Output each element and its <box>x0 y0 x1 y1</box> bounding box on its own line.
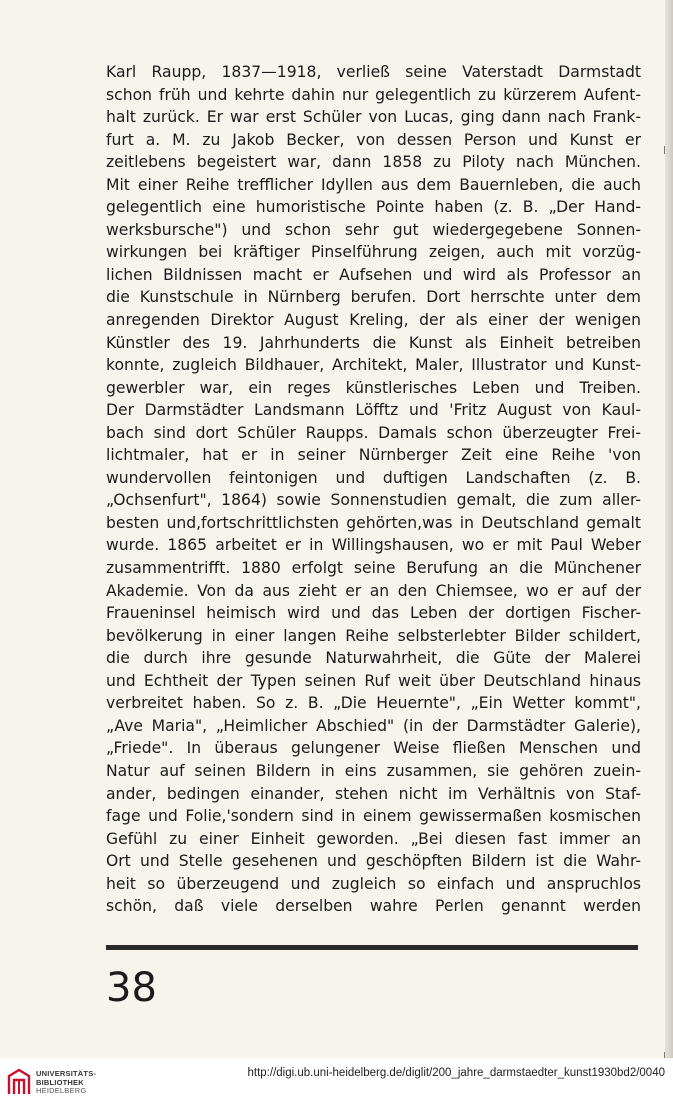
text-line: Mit einer Reihe trefflicher Idyllen aus dem Bauernleben, die auch <box>106 175 641 194</box>
text-line: konnte, zugleich Bildhauer, Architekt, Maler, Illustrator und Kunst- <box>106 356 641 375</box>
text-line: Der Darmstädter Landsmann Löfftz und 'Fritz August von Kaul- <box>106 401 641 420</box>
text-line: Natur auf seinen Bildern in eins zusammen, sie gehören zuein- <box>106 761 641 780</box>
text-line: gewerbler war, ein reges künstlerisches Leben und Treiben. <box>106 378 641 397</box>
permalink-url[interactable]: http://digi.ub.uni-heidelberg.de/diglit/200_jahre_darmstaedter_kunst1930bd2/0040 <box>247 1067 665 1079</box>
text-line: halt zurück. Er war erst Schüler von Lucas, ging dann nach Frank- <box>106 108 641 127</box>
text-line: Fraueninsel heimisch wird und das Leben der dortigen Fischer- <box>106 604 641 623</box>
text-line: wurde. 1865 arbeitet er in Willingshausen, wo er mit Paul Weber <box>106 536 641 555</box>
text-line: zusammentrifft. 1880 erfolgt seine Berufung an die Münchener <box>106 559 641 578</box>
library-name-line: HEIDELBERG <box>36 1086 87 1095</box>
text-line: die durch ihre gesunde Naturwahrheit, die Güte der Malerei <box>106 649 641 668</box>
text-line: „Friede". In überaus gelungener Weise fließen Menschen und <box>106 739 641 758</box>
text-line: zeitlebens begeistert war, dann 1858 zu Piloty nach München. <box>106 153 641 172</box>
text-line: furt a. M. zu Jakob Becker, von dessen Person und Kunst er <box>106 130 641 149</box>
library-name-line: BIBLIOTHEK <box>36 1077 84 1087</box>
text-line: Künstler des 19. Jahrhunderts die Kunst als Einheit betreiben <box>106 333 641 352</box>
text-line: ander, bedingen einander, stehen nicht im Verhältnis von Staf- <box>106 784 641 803</box>
library-footer <box>0 1058 673 1110</box>
body-text <box>106 61 641 918</box>
text-line: bach sind dort Schüler Raupps. Damals schon überzeugter Frei- <box>106 423 641 442</box>
text-line: gelegentlich eine humoristische Pointe haben (z. B. „Der Hand- <box>106 198 641 217</box>
text-line: lichtmaler, hat er in seiner Nürnberger Zeit eine Reihe 'von <box>106 446 641 465</box>
text-line: schön, daß viele derselben wahre Perlen genannt werden <box>106 897 641 916</box>
text-line: Karl Raupp, 1837—1918, verließ seine Vaterstadt Darmstadt <box>106 63 641 81</box>
text-line: lichen Bildnissen macht er Aufsehen und wird als Professor an <box>106 265 641 284</box>
text-line: Ort und Stelle gesehenen und geschöpften Bildern ist die Wahr- <box>106 852 641 871</box>
text-line: heit so überzeugend und zugleich so einfach und anspruchlos <box>106 874 641 893</box>
text-line: „Ave Maria", „Heimlicher Abschied" (in der Darmstädter Galerie), <box>106 716 641 735</box>
library-name <box>36 1070 96 1096</box>
text-line: verbreitet haben. So z. B. „Die Heuernte", „Ein Wetter kommt", <box>106 694 641 713</box>
text-line: fage und Folie,'sondern sind in einem gewissermaßen kosmischen <box>106 807 641 826</box>
footer-rule <box>106 945 638 950</box>
text-line: wirkungen bei kräftiger Pinselführung zeigen, auch mit vorzüg- <box>106 243 641 262</box>
text-line: die Kunstschule in Nürnberg berufen. Dort herrschte unter dem <box>106 288 641 307</box>
page-number: 38 <box>106 965 157 1011</box>
text-line: bevölkerung in einer langen Reihe selbsterlebter Bilder schildert, <box>106 626 641 645</box>
text-line: „Ochsenfurt", 1864) sowie Sonnenstudien gemalt, die zum aller- <box>106 491 641 510</box>
text-line: schon früh und kehrte dahin nur gelegentlich zu kürzerem Aufent- <box>106 85 641 104</box>
text-line: besten und,fortschrittlichsten gehörten,was in Deutschland gemalt <box>106 513 641 532</box>
library-logo-icon[interactable] <box>6 1067 32 1097</box>
text-line: wundervollen feintonigen und duftigen Landschaften (z. B. <box>106 468 641 487</box>
text-line: und Echtheit der Typen seinen Ruf weit über Deutschland hinaus <box>106 671 641 690</box>
margin-mark <box>664 146 665 154</box>
text-line: Akademie. Von da aus zieht er an den Chiemsee, wo er auf der <box>106 581 641 600</box>
text-line: werksbursche") und schon sehr gut wiedergegebene Sonnen- <box>106 220 641 239</box>
text-line: Gefühl zu einer Einheit geworden. „Bei diesen fast immer an <box>106 829 641 848</box>
library-name-line: UNIVERSITÄTS- <box>36 1069 97 1078</box>
binding-shadow <box>665 0 673 1058</box>
text-line: anregenden Direktor August Kreling, der als einer der wenigen <box>106 311 641 330</box>
